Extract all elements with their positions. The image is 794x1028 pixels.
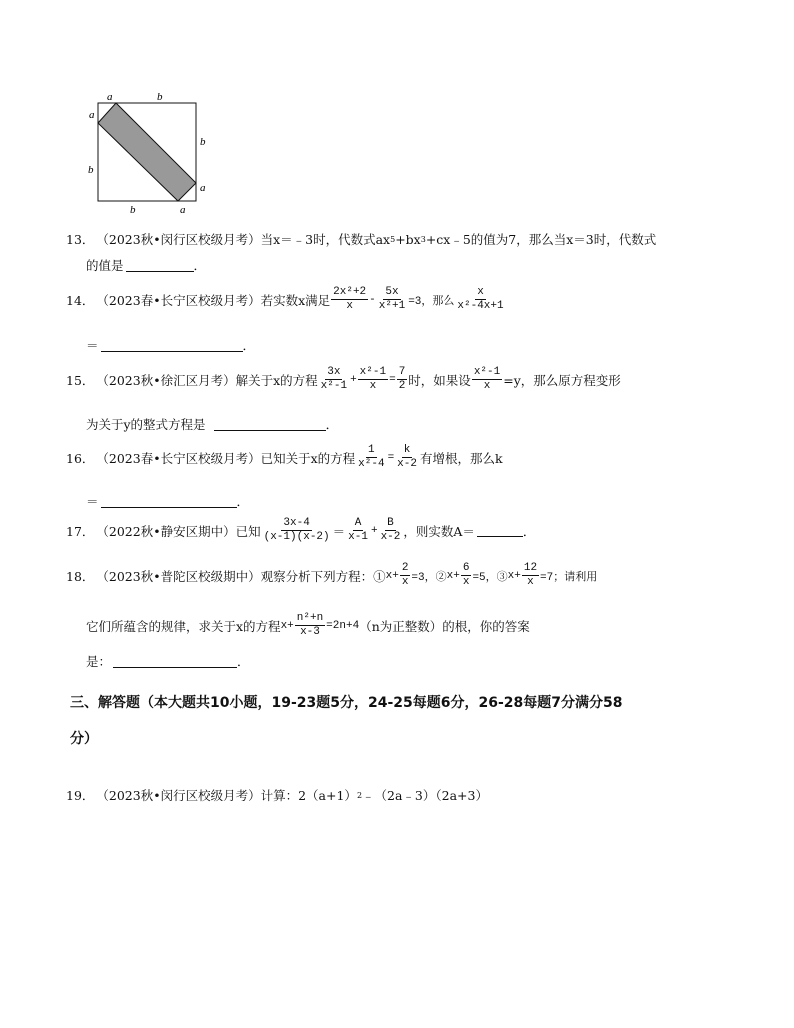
section-heading: 三、解答题（本大题共10小题，19-23题5分，24-25每题6分，26-28每题7分满分58 bbox=[70, 695, 623, 711]
label-a-bottom: a bbox=[180, 204, 186, 216]
question-18-line3: 是： ． bbox=[86, 654, 250, 669]
fraction: $\frac{\text{x²-1}}{x}$ bbox=[359, 366, 387, 392]
answer-blank-17[interactable] bbox=[477, 524, 523, 537]
label-b-top: b bbox=[157, 91, 163, 103]
question-13-line2: 的值是 ． bbox=[86, 258, 207, 273]
fraction: $\frac{2}{x}$ bbox=[401, 562, 409, 588]
question-14: 14． （2023春•长宁区校级月考） 若实数x满足 $\frac{\text{2x²+2}}{x}$ - $\frac{5x}{\text{x²+1}}$ =3，那么 $\frac{x}{\text{x²-4x+1}}$ bbox=[66, 286, 504, 312]
fraction: $\frac{x}{\text{x²-4x+1}}$ bbox=[457, 286, 504, 312]
question-18-line2: 它们所蕴含的规律，求关于x的方程 x+ $\frac{\text{n²+n}}{x-3}$ =2n+4 （n为正整数）的根，你的答案 bbox=[86, 612, 530, 638]
question-18: 18． （2023秋•普陀区校级期中） 观察分析下列方程：① x+ $\frac{2}{x}$ =3，② x+ $\frac{6}{x}$ =5，③ x+ $\frac{12}{x}$ =7；请利用 bbox=[66, 562, 598, 588]
fraction: $\frac{B}{x-2}$ bbox=[380, 517, 401, 543]
label-b-bottom: b bbox=[130, 204, 136, 216]
fraction: $\frac{k}{x-2}$ bbox=[397, 444, 417, 470]
fraction: $\frac{\text{n²+n}}{x-3}$ bbox=[296, 612, 324, 638]
fraction: $\frac{3x}{\text{x²-1}}$ bbox=[320, 366, 348, 392]
question-19: 19． （2023秋•闵行区校级月考） 计算：2（a+1） 2 ﹣（2a﹣3）（2a+3） bbox=[66, 788, 488, 803]
question-15: 15． （2023秋•徐汇区月考） 解关于x的方程 $\frac{3x}{\text{x²-1}}$ + $\frac{\text{x²-1}}{x}$ = $\frac{7}{2}$ 时，如果设 $\frac{\text{x²-1}}{x}$ =y，那么原方程变形 bbox=[66, 366, 621, 392]
answer-blank-14[interactable] bbox=[101, 339, 243, 352]
question-13: 13． （2023秋•闵行区校级月考） 当x＝﹣3时，代数式ax 5 +bx 3 +cx﹣5的值为7，那么当x＝3时，代数式 bbox=[66, 231, 657, 247]
answer-blank-13[interactable] bbox=[126, 259, 194, 272]
answer-blank-18[interactable] bbox=[113, 655, 237, 668]
label-a-top: a bbox=[107, 91, 113, 103]
square-diagram bbox=[82, 88, 222, 218]
label-b-left: b bbox=[88, 164, 94, 176]
fraction: $\frac{7}{2}$ bbox=[398, 366, 406, 392]
fraction: $\frac{1}{\text{x²-4}}$ bbox=[358, 444, 385, 470]
question-16-line2: ＝ ． bbox=[86, 494, 250, 509]
fraction: $\frac{\text{x²-1}}{x}$ bbox=[473, 366, 501, 392]
fraction: $\frac{A}{x-1}$ bbox=[348, 517, 368, 543]
fraction: $\frac{6}{x}$ bbox=[462, 562, 470, 588]
fraction: $\frac{12}{x}$ bbox=[523, 562, 538, 588]
fraction: $\frac{\text{2x²+2}}{x}$ bbox=[333, 286, 367, 312]
question-15-line2: 为关于y的整式方程是 ． bbox=[86, 417, 339, 432]
label-a-left: a bbox=[89, 109, 95, 121]
question-14-line2: ＝ ． bbox=[86, 338, 256, 353]
answer-blank-16[interactable] bbox=[101, 495, 237, 508]
question-16: 16． （2023春•长宁区校级月考） 已知关于x的方程 $\frac{1}{\text{x²-4}}$ = $\frac{k}{x-2}$ 有增根，那么k bbox=[66, 444, 503, 470]
section-heading-cont: 分） bbox=[70, 731, 98, 747]
answer-blank-15[interactable] bbox=[214, 418, 326, 431]
question-17: 17． （2022秋•静安区期中） 已知 $\frac{3x-4}{(x-1)(x-2)}$ ＝ $\frac{A}{x-1}$ + $\frac{B}{x-2}$ ，则实数A＝ ． bbox=[66, 517, 536, 543]
fraction: $\frac{3x-4}{(x-1)(x-2)}$ bbox=[263, 517, 330, 543]
label-a-right: a bbox=[200, 182, 206, 194]
label-b-right: b bbox=[200, 136, 206, 148]
fraction: $\frac{5x}{\text{x²+1}}$ bbox=[378, 286, 406, 312]
